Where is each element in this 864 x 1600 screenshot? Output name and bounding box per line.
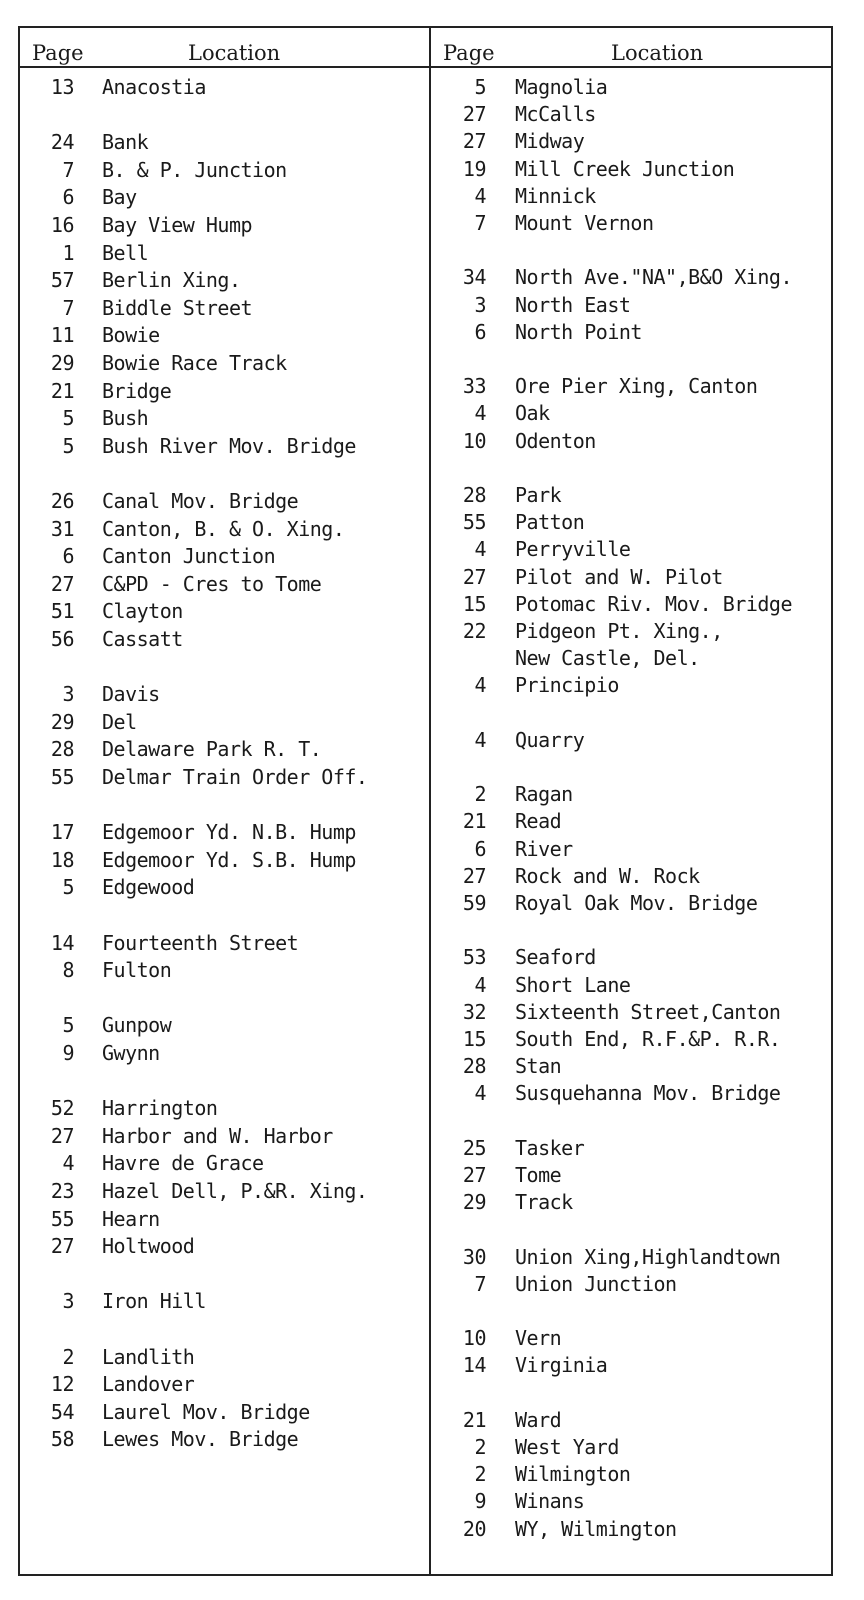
page-number: 13 [50,75,74,99]
page-number: 2 [62,1344,74,1369]
location-name: Bowie Race Track [102,351,287,375]
index-row [431,1189,573,1216]
location-name: Davis [102,682,160,707]
location-name: West Yard [515,1435,619,1459]
location-name: Patton [515,510,585,535]
index-row [20,212,253,239]
page-number: 2 [474,1462,486,1487]
index-row [431,1244,781,1271]
index-row [20,543,276,570]
index-row [431,727,585,754]
index-row [20,1344,195,1371]
index-row [431,1407,562,1434]
page-number: 21 [50,378,74,403]
location-name: Landover [102,1372,195,1397]
index-row [20,764,368,791]
location-name: Track [515,1190,573,1215]
index-row [20,1399,310,1426]
index-row [20,1040,160,1067]
location-name: Bush [102,406,149,431]
page-number: 56 [50,627,74,651]
location-name: New Castle, Del. [515,646,700,671]
location-name: North Point [515,319,642,344]
index-row [431,400,550,427]
location-name: Biddle Street [102,295,253,320]
left-column [20,26,429,1576]
location-name: Mill Creek Junction [515,156,735,181]
page-number: 16 [50,213,74,237]
location-name: Fourteenth Street [102,930,299,955]
page-number: 23 [50,1179,74,1203]
index-row [20,157,287,184]
page-header: Page [32,41,84,65]
page-number: 29 [50,709,74,734]
page-number: 24 [50,130,74,155]
location-name: South End, R.F.&P. R.R. [515,1027,781,1051]
location-name: Anacostia [102,75,206,99]
location-name: Havre de Grace [102,1151,264,1176]
index-row [431,645,700,672]
index-row [20,295,253,322]
location-name: Pidgeon Pt. Xing., [515,619,723,643]
index-row [431,264,792,291]
page-number: 27 [462,129,486,154]
location-header: Location [611,41,704,65]
location-name: WY, Wilmington [515,1516,677,1541]
page-number: 5 [474,75,486,99]
page-number: 28 [462,483,486,507]
page-number: 6 [474,836,486,861]
location-name: Fulton [102,958,172,983]
location-name: Bowie [102,323,160,348]
page-number: 6 [474,319,486,344]
location-name: Short Lane [515,972,631,997]
page-number: 59 [462,891,486,915]
page-number: 28 [50,737,74,762]
location-name: McCalls [515,102,596,127]
page-number: 19 [462,156,486,181]
location-name: C&PD - Cres to Tome [102,571,322,596]
page-number: 27 [50,1234,74,1259]
index-row [431,1325,562,1352]
location-name: Pilot and W. Pilot [515,564,723,589]
location-name: Harrington [102,1096,218,1121]
location-name: Park [515,483,562,507]
page-number: 26 [50,489,74,513]
location-name: Bush River Mov. Bridge [102,433,356,458]
location-name: Laurel Mov. Bridge [102,1399,310,1424]
page-header: Page [443,41,495,65]
location-name: Gunpow [102,1013,172,1038]
index-row [20,874,195,901]
index-row [431,210,654,237]
location-name: Bridge [102,378,172,403]
index-row [20,516,345,543]
page-number: 7 [62,157,74,182]
index-row [431,1080,781,1107]
page-number: 29 [50,351,74,375]
index-row [20,1426,299,1453]
index-row [20,1150,264,1177]
index-row [431,890,758,917]
page-number: 27 [462,564,486,589]
index-row [20,405,149,432]
index-row [431,428,596,455]
page-number: 4 [474,673,486,698]
index-row [20,322,160,349]
location-name: Holtwood [102,1234,195,1259]
location-name: Ore Pier Xing, Canton [515,374,758,399]
index-row [20,1206,160,1233]
location-name: Delaware Park R. T. [102,737,322,762]
location-name: Susquehanna Mov. Bridge [515,1081,781,1106]
index-row [431,1053,562,1080]
page-number: 29 [462,1190,486,1215]
index-row [431,536,631,563]
index-row [20,819,356,846]
page-number: 28 [462,1054,486,1079]
index-row [431,1162,562,1189]
index-row [20,626,183,653]
location-name: Bay View Hump [102,213,253,237]
page-number: 5 [62,406,74,431]
location-name: Oak [515,401,550,426]
index-row [431,1516,677,1543]
page-number: 20 [462,1516,486,1541]
right-column-header [431,26,832,68]
location-name: Clayton [102,599,183,624]
index-row [20,488,299,515]
page-number: 55 [462,510,486,535]
index-row [20,847,356,874]
index-row [431,564,723,591]
page-number: 5 [62,433,74,458]
index-row [431,863,700,890]
location-name: Minnick [515,183,596,208]
page-number: 33 [462,374,486,399]
page-number: 51 [50,599,74,624]
page-number: 53 [462,945,486,970]
index-row [431,319,642,346]
location-name: Harbor and W. Harbor [102,1123,333,1148]
index-row [20,1095,218,1122]
page-number: 55 [50,765,74,789]
page-number: 27 [50,571,74,596]
index-row [20,571,322,598]
index-row [431,1461,631,1488]
location-name: Bank [102,130,149,155]
index-row [431,944,596,971]
index-row [431,781,573,808]
index-row [431,156,735,183]
index-row [431,1135,585,1162]
page-number: 7 [474,211,486,235]
location-name: Edgemoor Yd. N.B. Hump [102,820,356,845]
location-name: Bay [102,185,137,210]
page-number: 6 [62,185,74,210]
page-number: 21 [462,1407,486,1432]
location-name: Midway [515,129,585,154]
location-name: Hazel Dell, P.&R. Xing. [102,1179,368,1203]
index-row [20,681,160,708]
location-name: Vern [515,1326,562,1351]
index-row [431,1352,608,1379]
page-number: 17 [50,820,74,845]
page-number: 27 [462,1163,486,1187]
page-number: 3 [474,292,486,317]
index-row [20,598,183,625]
location-name: Canton Junction [102,544,276,569]
page-number: 14 [50,930,74,955]
left-column-header [20,26,429,68]
index-row [20,74,206,101]
location-name: Ward [515,1407,562,1432]
page-number: 31 [50,516,74,541]
page-number: 8 [62,958,74,983]
page-number: 3 [62,682,74,707]
location-name: Odenton [515,428,596,453]
index-row [431,183,596,210]
page-number: 9 [62,1041,74,1065]
index-row [20,957,172,984]
index-row [431,74,608,101]
page-number: 2 [474,1435,486,1459]
page-number: 22 [462,619,486,643]
location-name: Union Xing,Highlandtown [515,1244,781,1269]
location-name: Berlin Xing. [102,268,241,293]
index-row [20,378,172,405]
page-number: 7 [62,295,74,320]
location-name: North East [515,292,631,317]
index-row [20,184,137,211]
index-row [431,591,792,618]
location-name: Gwynn [102,1041,160,1065]
page-number: 21 [462,809,486,834]
index-row [431,1488,585,1515]
page-number: 9 [474,1489,486,1514]
index-row [431,101,596,128]
page-number: 57 [50,268,74,293]
location-name: Rock and W. Rock [515,863,700,888]
page-number: 1 [62,240,74,265]
page-number: 4 [474,537,486,562]
page-number: 10 [462,428,486,453]
index-row [20,240,149,267]
location-name: Canal Mov. Bridge [102,489,299,513]
index-row [20,267,241,294]
page-number: 34 [462,265,486,290]
index-row [20,709,137,736]
page-number: 2 [474,782,486,807]
location-name: Lewes Mov. Bridge [102,1427,299,1452]
index-row [431,509,585,536]
page-number: 5 [62,875,74,900]
page-number: 58 [50,1427,74,1452]
index-row [431,672,619,699]
page-number: 7 [474,1271,486,1296]
page-number: 10 [462,1326,486,1351]
index-row [20,1012,172,1039]
page-number: 25 [462,1135,486,1160]
location-name: Del [102,709,137,734]
page-number: 32 [462,999,486,1024]
location-name: Seaford [515,945,596,970]
page-number: 4 [474,727,486,752]
page-number: 6 [62,544,74,569]
index-row [431,836,573,863]
location-name: Ragan [515,782,573,807]
page-number: 4 [474,183,486,208]
index-row [431,1271,677,1298]
location-name: Edgemoor Yd. S.B. Hump [102,847,356,872]
page-number: 4 [474,972,486,997]
page-number: 30 [462,1244,486,1269]
location-name: River [515,836,573,861]
location-name: Tasker [515,1135,585,1160]
index-row [431,1434,619,1461]
index-row [431,128,585,155]
index-row [20,129,149,156]
page-number: 12 [50,1372,74,1397]
location-name: Tome [515,1163,562,1187]
index-row [431,1026,781,1053]
location-name: Magnolia [515,75,608,99]
location-name: Virginia [515,1353,608,1378]
right-column [431,26,832,1576]
page-number: 4 [62,1151,74,1176]
index-row [20,1288,206,1315]
location-name: Hearn [102,1206,160,1231]
page-number: 27 [462,863,486,888]
index-row [431,618,723,645]
page-number: 4 [474,401,486,426]
page-number: 27 [462,102,486,127]
index-row [20,1123,333,1150]
location-name: Sixteenth Street,Canton [515,999,781,1024]
location-name: Read [515,809,562,834]
page-number: 5 [62,1013,74,1038]
index-row [431,482,562,509]
location-name: Cassatt [102,627,183,651]
page-number: 14 [462,1353,486,1378]
index-row [431,373,758,400]
index-row [20,433,356,460]
index-row [20,736,322,763]
location-name: Delmar Train Order Off. [102,765,368,789]
page-number: 3 [62,1289,74,1314]
location-name: Royal Oak Mov. Bridge [515,891,758,915]
location-name: Union Junction [515,1271,677,1296]
location-name: North Ave."NA",B&O Xing. [515,265,792,290]
index-row [431,999,781,1026]
index-row [431,292,631,319]
index-row [20,1371,195,1398]
location-name: Winans [515,1489,585,1514]
index-row [20,1233,195,1260]
location-name: Perryville [515,537,631,562]
page-number: 15 [462,591,486,616]
location-name: Wilmington [515,1462,631,1487]
location-name: Quarry [515,727,585,752]
index-row [20,1178,368,1205]
index-row [20,930,299,957]
page-number: 55 [50,1206,74,1231]
page-number: 18 [50,847,74,872]
location-name: Potomac Riv. Mov. Bridge [515,591,792,616]
page-number: 15 [462,1027,486,1051]
page-number: 4 [474,1081,486,1106]
index-row [431,808,562,835]
location-name: Mount Vernon [515,211,654,235]
location-name: Bell [102,240,149,265]
location-name: Iron Hill [102,1289,206,1314]
index-row [431,972,631,999]
location-header: Location [188,41,281,65]
index-row [20,350,287,377]
location-name: Landlith [102,1344,195,1369]
location-name: Stan [515,1054,562,1079]
page-number: 27 [50,1123,74,1148]
page-number: 52 [50,1096,74,1121]
location-name: Edgewood [102,875,195,900]
location-name: Canton, B. & O. Xing. [102,516,345,541]
page-number: 11 [50,323,74,348]
location-name: B. & P. Junction [102,157,287,182]
location-name: Principio [515,673,619,698]
page-number: 54 [50,1399,74,1424]
